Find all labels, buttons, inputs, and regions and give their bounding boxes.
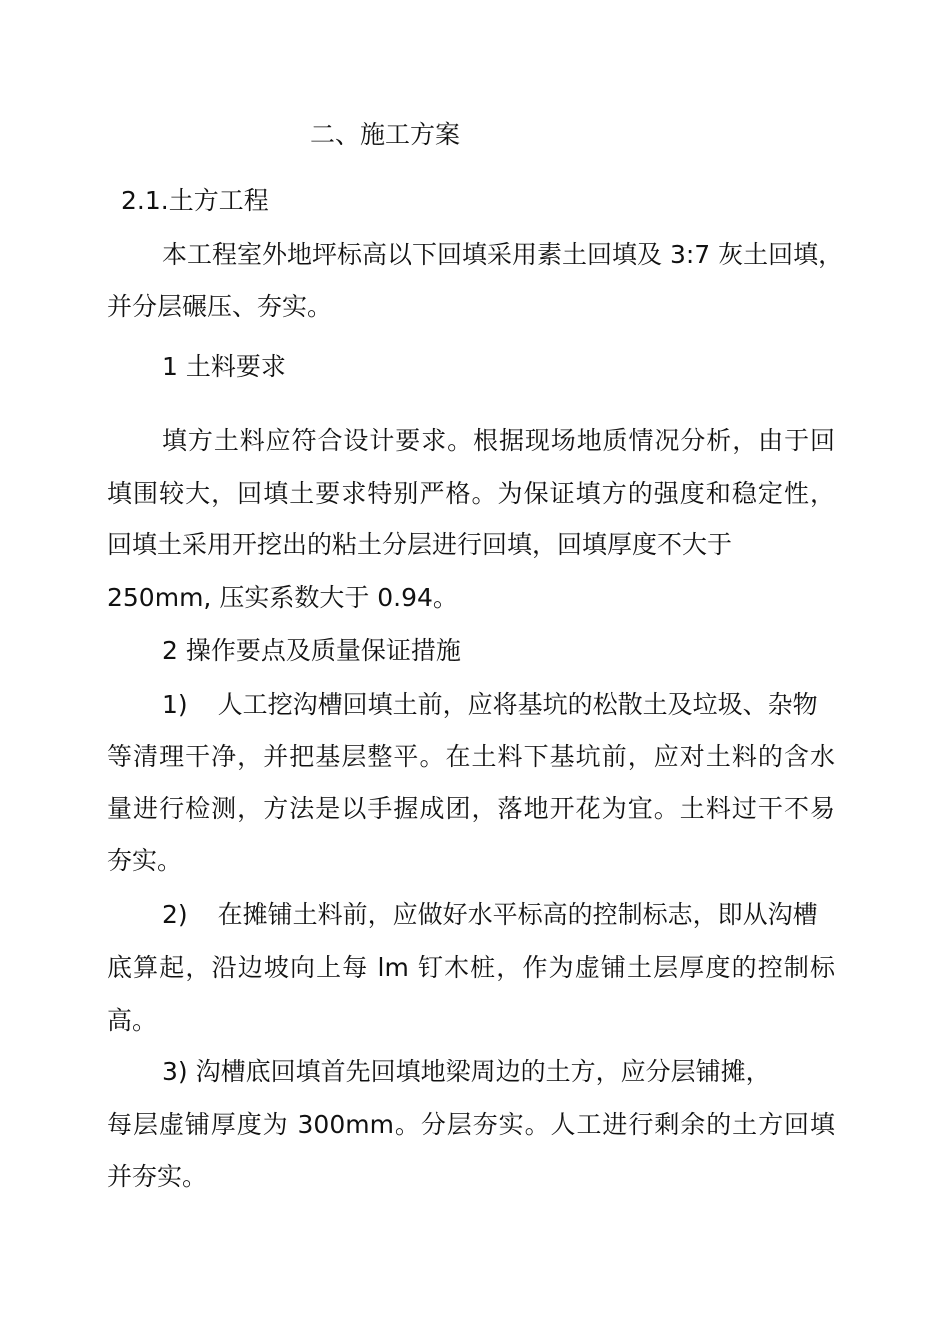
item-text: 人工挖沟槽回填土前，应将基坑的松散土及垃圾、杂物 — [217, 690, 818, 719]
text-line: 并夯实。 — [107, 1162, 208, 1191]
section-heading: 2.1.土方工程 — [121, 186, 269, 215]
text-line: 3) 沟槽底回填首先回填地梁周边的土方，应分层铺摊， — [162, 1057, 771, 1086]
text-line: 夯实。 — [107, 846, 183, 875]
text-line: 每层虚铺厚度为 300mm。分层夯实。人工进行剩余的土方回填 — [107, 1110, 835, 1139]
text-line: 量进行检测，方法是以手握成团，落地开花为宜。土料过干不易 — [107, 794, 835, 823]
soil-requirements-heading: 1 土料要求 — [162, 352, 286, 381]
text-line: 并分层碾压、夯实。 — [107, 292, 333, 321]
operations-heading: 2 操作要点及质量保证措施 — [162, 636, 461, 665]
text-line: 填方土料应符合设计要求。根据现场地质情况分析，由于回 — [162, 426, 835, 455]
item-number: 1) — [162, 690, 188, 719]
text-line: 250mm, 压实系数大于 0.94。 — [107, 583, 458, 612]
text-line: 填围较大，回填土要求特别严格。为保证填方的强度和稳定性， — [107, 479, 835, 508]
text-line — [162, 690, 818, 720]
text-line — [162, 900, 818, 930]
item-text: 在摊铺土料前，应做好水平标高的控制标志，即从沟槽 — [217, 900, 818, 929]
text-line: 回填土采用开挖出的粘土分层进行回填，回填厚度不大于 — [107, 530, 733, 559]
text-line: 等清理干净，并把基层整平。在土料下基坑前，应对土料的含水 — [107, 742, 835, 771]
page-title: 二、施工方案 — [310, 120, 461, 149]
item-number: 2) — [162, 900, 188, 929]
text-line: 底算起，沿边坡向上每 lm 钉木桩，作为虚铺土层厚度的控制标 — [107, 953, 835, 982]
text-line: 高。 — [107, 1006, 158, 1035]
text-line: 本工程室外地坪标高以下回填采用素土回填及 3:7 灰土回填， — [162, 240, 844, 269]
